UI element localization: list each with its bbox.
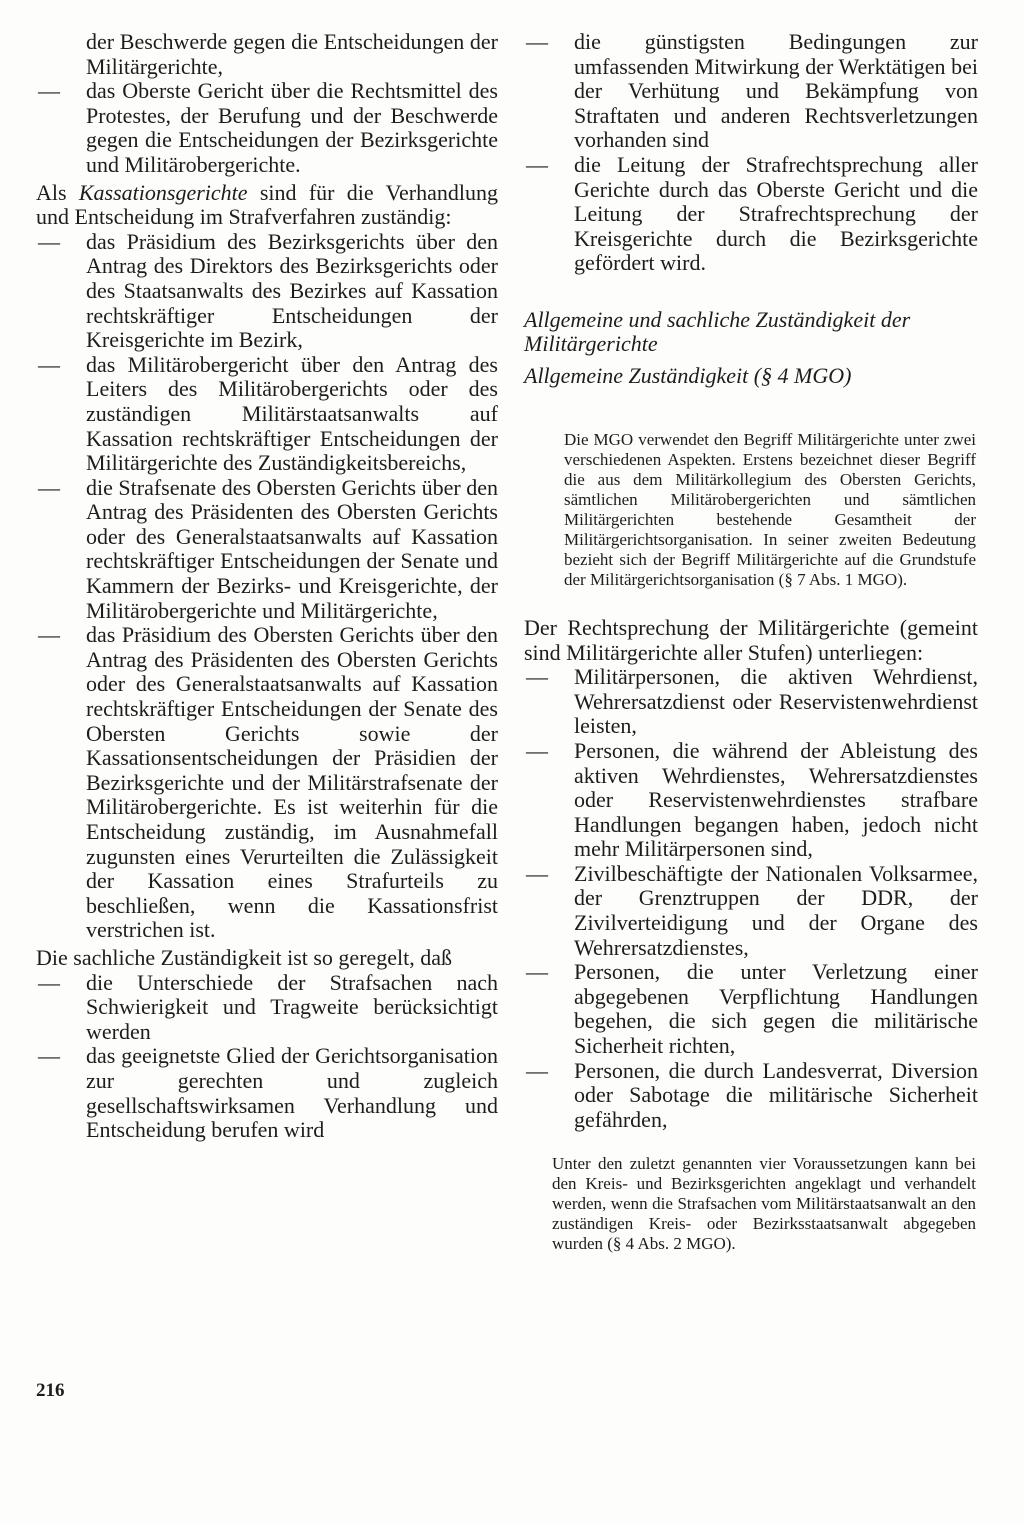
page-number: 216	[36, 1380, 65, 1401]
section-heading: Allgemeine und sachliche Zuständigkeit der Militärgerichte	[524, 306, 911, 356]
list-item	[524, 665, 978, 739]
list-item-text: das geeignetste Glied der Gerichtsorganisation zur gerechten und zugleich gesellschaftswirksamen Verhandlung und Entscheidung berufen wird	[86, 1043, 498, 1143]
dash-bullet: —	[526, 959, 548, 985]
list-item-text: Personen, die durch Landesverrat, Diversion oder Sabotage die militärische Sicherheit gefährden,	[574, 1057, 978, 1132]
dash-bullet: —	[526, 1057, 548, 1083]
dash-bullet: —	[38, 228, 60, 254]
dash-bullet: —	[526, 151, 548, 177]
list-item	[524, 960, 978, 1058]
note-block: Die MGO verwendet den Begriff Militärgerichte unter zwei verschiedenen Aspekten. Erstens bezeichnet dieser Begriff die aus dem Militärkollegium des Obersten Gerichts, sämtlichen Militärobergerichten und sämtlichen Militärgerichten bestehende Gesamtheit der Militärgerichtsorganisation. In seiner zweiten Bedeutung bezieht sich der Begriff Militärgerichte auf die Grundstufe der Militärgerichtsorganisation (§ 7 Abs. 1 MGO).	[564, 429, 976, 589]
note-block: Unter den zuletzt genannten vier Voraussetzungen kann bei den Kreis- und Bezirksgerichten angeklagt und verhandelt werden, wenn die Strafsachen vom Militärstaatsanwalt an den zuständigen Kreis- oder Bezirksstaatsanwalt abgegeben wurden (§ 4 Abs. 2 MGO).	[552, 1154, 976, 1254]
list-item	[36, 623, 498, 943]
kassation-text-before: Als	[36, 179, 79, 205]
list-item-text: die Strafsenate des Obersten Gerichts über den Antrag des Präsidenten des Obersten Gerichts oder des Generalstaatsanwalts auf Kassation rechtskräftiger Entscheidungen der Senate und Kammern der Bezirks- und Kreisgerichte, der Militärobergerichte und Militärgerichte,	[86, 474, 498, 623]
list-item	[36, 79, 498, 177]
dash-bullet: —	[526, 664, 548, 690]
list-item	[524, 739, 978, 862]
right-column	[524, 30, 978, 1254]
list-item	[36, 476, 498, 624]
dash-bullet: —	[38, 969, 60, 995]
list-item-text: die Leitung der Strafrechtsprechung aller Gerichte durch das Oberste Gericht und die Leitung der Strafrechtsprechung der Kreisgerichte durch die Bezirksgerichte gefördert wird.	[574, 151, 978, 276]
list-item-text: die Unterschiede der Strafsachen nach Schwierigkeit und Tragweite berücksichtigt werden	[86, 969, 498, 1044]
dash-bullet: —	[526, 737, 548, 763]
kassation-term: Kassationsgerichte	[78, 179, 248, 205]
dash-bullet: —	[38, 474, 60, 500]
dash-bullet: —	[526, 860, 548, 886]
dash-bullet: —	[38, 1043, 60, 1069]
list-item	[524, 153, 978, 276]
list-item-text: Personen, die während der Ableistung des aktiven Wehrdienstes, Wehrersatzdienstes oder Reservistenwehrdienstes strafbare Handlungen begangen haben, jedoch nicht mehr Militärpersonen sind,	[574, 737, 978, 862]
rechtsprechung-paragraph: Der Rechtsprechung der Militärgerichte (gemeint sind Militärgerichte aller Stufen) unterliegen:	[524, 614, 978, 665]
list-item	[524, 30, 978, 153]
list-item-text: das Präsidium des Obersten Gerichts über den Antrag des Präsidenten des Obersten Gerichts oder des Generalstaatsanwalts auf Kassation rechtskräftiger Entscheidungen der Senate des Obersten Gerichts sowie der Kassationsentscheidungen der Präsidien der Bezirksgerichte und der Militärstrafsenate der Militärobergerichte. Es ist weiterhin für die Entscheidung zuständig, im Ausnahmefall zugunsten eines Verurteilten die Zulässigkeit der Kassation eines Strafurteils zu beschließen, wenn die Kassationsfrist verstrichen ist.	[86, 622, 498, 943]
dash-bullet: —	[526, 29, 548, 54]
list-item	[36, 230, 498, 353]
dash-bullet: —	[38, 78, 60, 104]
list-item-text: Zivilbeschäftigte der Nationalen Volksarmee, der Grenztruppen der DDR, der Zivilverteidigung und der Organe des Wehrersatzdienstes,	[574, 860, 978, 960]
list-item	[36, 1044, 498, 1142]
subsection-heading: Allgemeine Zuständigkeit (§ 4 MGO)	[524, 362, 852, 388]
list-item-text: das Militärobergericht über den Antrag des Leiters des Militärobergerichts oder des zuständigen Militärstaatsanwalts auf Kassation rechtskräftiger Entscheidungen der Militärgerichte des Zuständigkeitsbereichs,	[86, 351, 498, 476]
dash-bullet: —	[38, 351, 60, 377]
list-item-text: die günstigsten Bedingungen zur umfassenden Mitwirkung der Werktätigen bei der Verhütung und Bekämpfung von Straftaten und anderen Rechtsverletzungen vorhanden sind	[574, 29, 978, 153]
list-item	[36, 971, 498, 1045]
dash-bullet: —	[38, 622, 60, 648]
list-item	[36, 353, 498, 476]
continued-list-text: der Beschwerde gegen die Entscheidungen der Militärgerichte,	[86, 29, 498, 79]
kassation-text-after: sind für die Verhandlung und Entscheidung im Strafverfahren zuständig:	[36, 179, 498, 230]
list-item	[524, 1059, 978, 1133]
list-item-text: das Präsidium des Bezirksgerichts über den Antrag des Direktors des Bezirksgerichts oder des Staatsanwalts des Bezirkes auf Kassation rechtskräftiger Entscheidungen der Kreisgerichte im Bezirk,	[86, 228, 498, 353]
list-item-text: das Oberste Gericht über die Rechtsmittel des Protestes, der Berufung und der Beschwerde gegen die Entscheidungen der Bezirksgerichte und Militärobergerichte.	[86, 78, 498, 177]
list-item-text: Personen, die unter Verletzung einer abgegebenen Verpflichtung Handlungen begehen, die sich gegen die militärische Sicherheit richten,	[574, 959, 978, 1059]
kassation-paragraph	[36, 181, 498, 230]
left-column	[36, 30, 498, 1143]
list-item-text: Militärpersonen, die aktiven Wehrdienst, Wehrersatzdienst oder Reservistenwehrdienst leisten,	[574, 664, 978, 739]
list-item	[524, 862, 978, 960]
sachliche-zustaendigkeit-paragraph: Die sachliche Zuständigkeit ist so geregelt, daß	[36, 944, 453, 970]
